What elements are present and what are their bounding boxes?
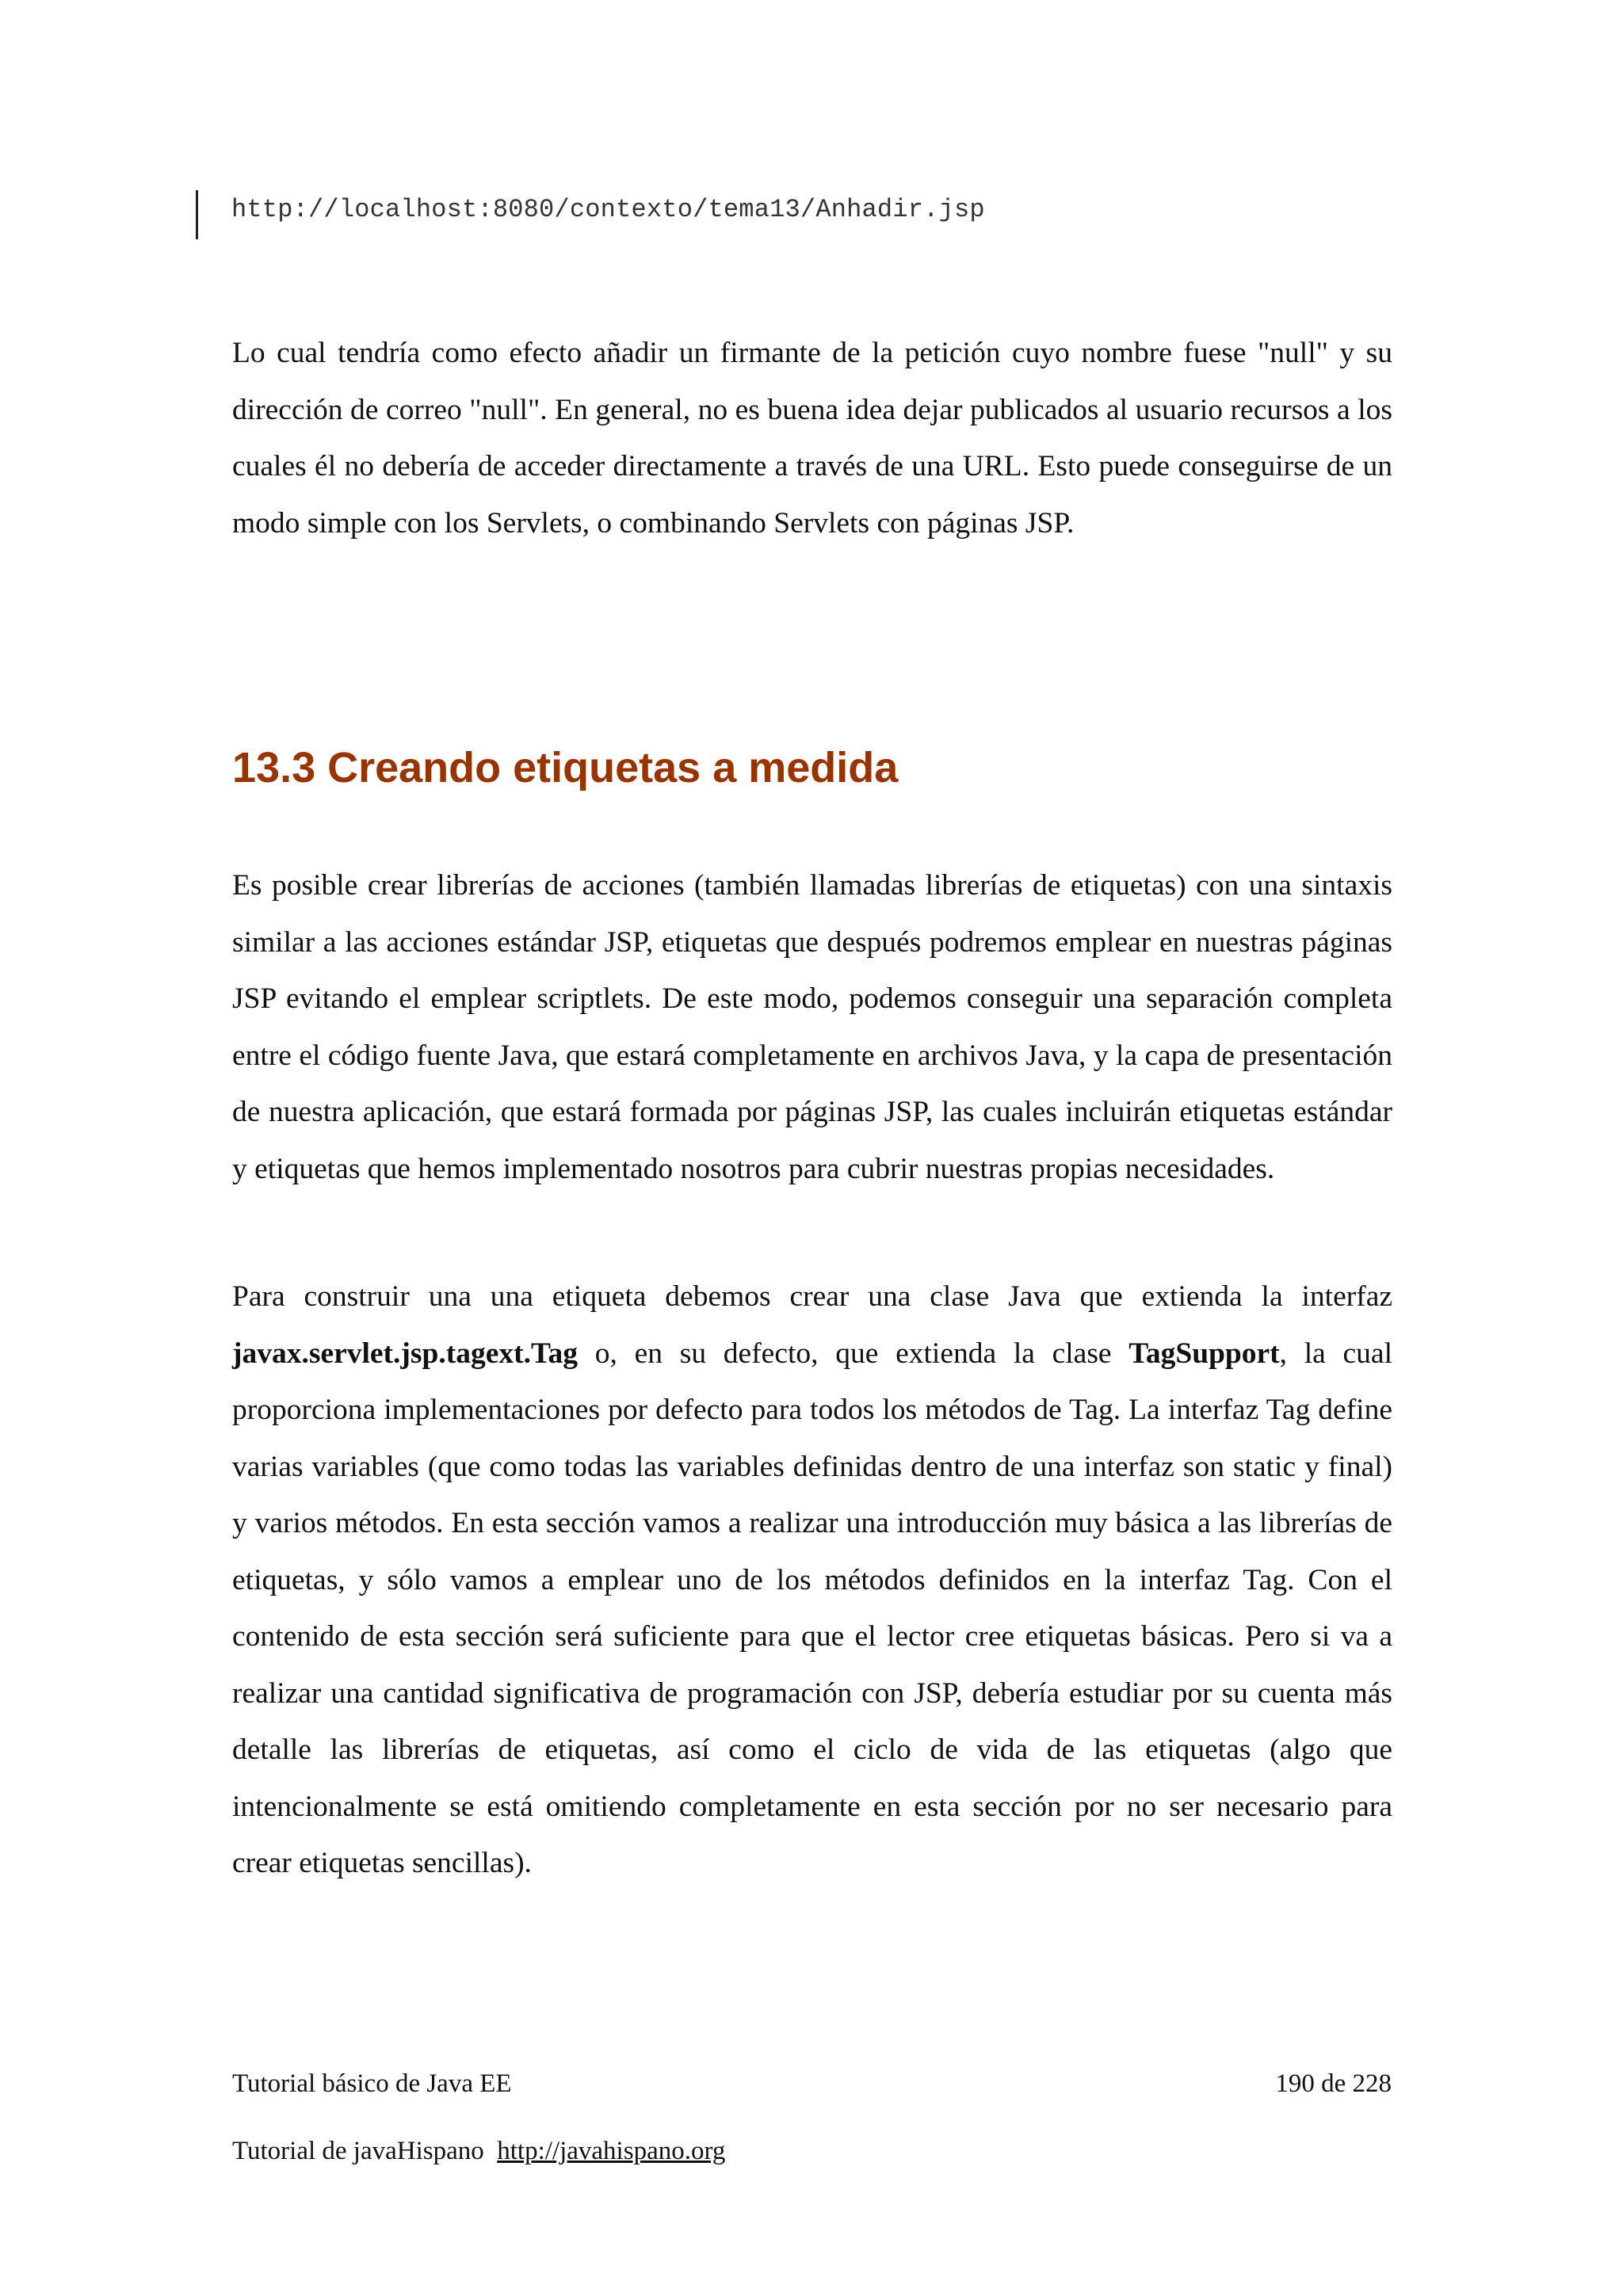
page-of: de — [1321, 2069, 1346, 2098]
paragraph-tag-construction — [232, 1268, 1392, 1892]
page-number — [1275, 2069, 1392, 2099]
interface-name: javax.servlet.jsp.tagext.Tag — [232, 1337, 579, 1370]
footer-title: Tutorial básico de Java EE — [232, 2069, 512, 2098]
class-name: TagSupport — [1128, 1337, 1280, 1370]
paragraph-text: o, en su defecto, que extienda la clase — [578, 1337, 1129, 1370]
javahispano-link[interactable]: http://javahispano.org — [497, 2137, 726, 2165]
paragraph-tag-libraries: Es posible crear librerías de acciones (también llamadas librerías de etiquetas) con una sintaxis similar a las acciones estándar JSP, etiquetas que después podremos emplear en nuestras páginas JSP evitando el emplear scriptlets. De este modo, podemos conseguir una separación completa entre el código fuente Java, que estará completamente en archivos Java, y la capa de presentación de nuestra aplicación, que estará formada por páginas JSP, las cuales incluirán etiquetas estándar y etiquetas que hemos implementado nosotros para cubrir nuestras propias necesidades. — [232, 869, 1392, 1185]
footer-credit-text: Tutorial de javaHispano — [232, 2137, 484, 2165]
code-block — [196, 190, 1400, 239]
code-block-bar — [196, 190, 198, 239]
paragraph-text: Para construir una una etiqueta debemos crear una clase Java que extienda la interfaz — [232, 1280, 1392, 1313]
page-current: 190 — [1275, 2069, 1315, 2098]
paragraph-intro: Lo cual tendría como efecto añadir un firmante de la petición cuyo nombre fuese "null" y su dirección de correo "null". En general, no es buena idea dejar publicados al usuario recursos a los cuales él no debería de acceder directamente a través de una URL. Esto puede conseguirse de un modo simple con los Servlets, o combinando Servlets con páginas JSP. — [232, 337, 1392, 540]
code-url-line: http://localhost:8080/contexto/tema13/Anhadir.jsp — [231, 195, 985, 224]
page-total: 228 — [1352, 2069, 1392, 2098]
section-heading: 13.3 Creando etiquetas a medida — [232, 744, 899, 791]
paragraph-text: , la cual proporciona implementaciones por defecto para todos los métodos de Tag. La interfaz Tag define varias variables (que como todas las variables definidas dentro de una interfaz son static y final) y varios métodos. En esta sección vamos a realizar una introducción muy básica a las librerías de etiquetas, y sólo vamos a emplear uno de los métodos definidos en la interfaz Tag. Con el contenido de esta sección será suficiente para que el lector cree etiquetas básicas. Pero si va a realizar una cantidad significativa de programación con JSP, debería estudiar por su cuenta más detalle las librerías de etiquetas, así como el ciclo de vida de las etiquetas (algo que intencionalmente se está omitiendo completamente en esta sección por no ser necesario para crear etiquetas sencillas). — [232, 1337, 1392, 1879]
footer-credit — [232, 2137, 725, 2166]
